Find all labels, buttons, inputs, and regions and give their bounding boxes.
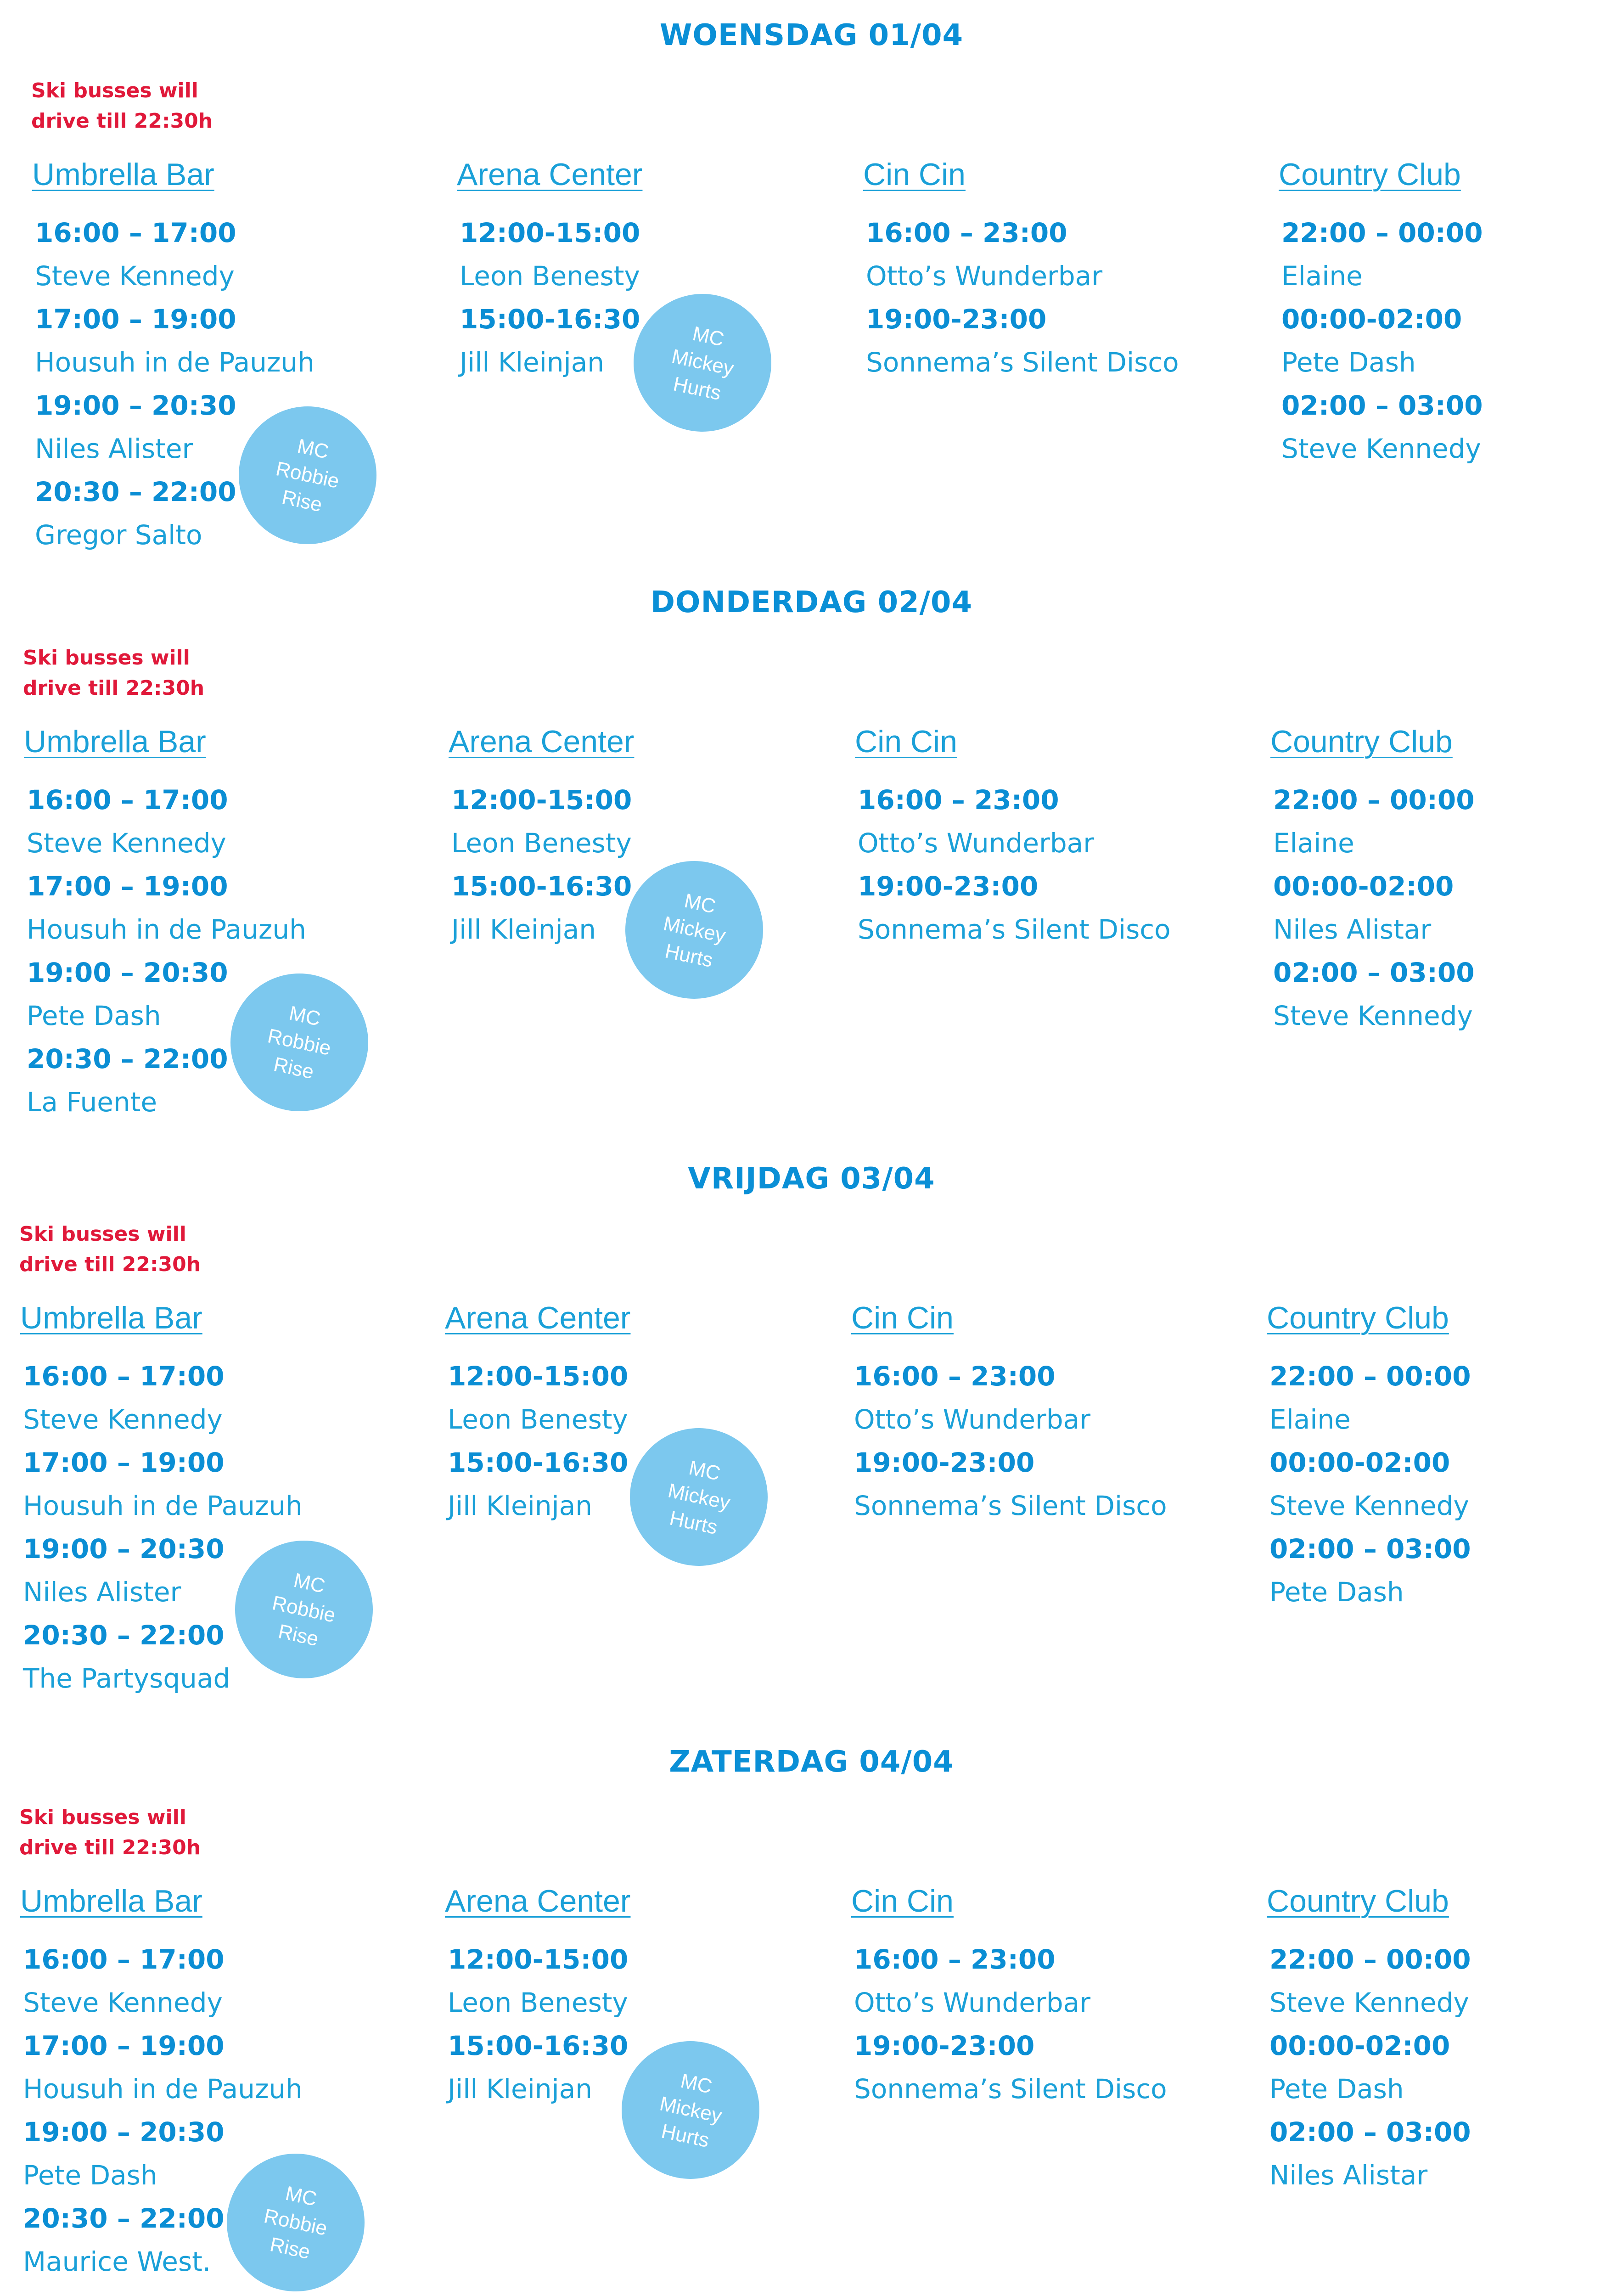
slot-act: Pete Dash — [1269, 1576, 1404, 1608]
time-slot — [1269, 1938, 1471, 2024]
slot-act: Housuh in de Pauzuh — [27, 914, 306, 945]
time-slot — [23, 1938, 303, 2024]
venue-name-link[interactable]: Umbrella Bar — [24, 724, 206, 759]
slot-time: 16:00 – 23:00 — [854, 1361, 1056, 1392]
mc-badge-text: MC Mickey Hurts — [666, 1456, 732, 1539]
venue-name-link[interactable]: Cin Cin — [855, 724, 957, 759]
slot-time: 20:30 – 22:00 — [23, 1620, 225, 1651]
slot-time: 22:00 – 00:00 — [1281, 217, 1483, 248]
mc-badge-text: MC Robbie Rise — [274, 434, 342, 517]
time-slot — [451, 865, 634, 951]
time-slot — [1273, 951, 1475, 1037]
slot-time: 00:00-02:00 — [1281, 304, 1462, 335]
slot-time: 22:00 – 00:00 — [1269, 1944, 1471, 1975]
slot-time: 19:00-23:00 — [866, 304, 1047, 335]
time-slot — [460, 298, 642, 384]
day-title: VRIJDAG 03/04 — [688, 1162, 935, 1196]
slot-time: 16:00 – 17:00 — [35, 217, 236, 248]
time-slot — [1269, 2024, 1471, 2110]
slot-time: 00:00-02:00 — [1273, 871, 1454, 902]
slot-act: Housuh in de Pauzuh — [23, 1490, 303, 1521]
slot-act: Jill Kleinjan — [448, 2073, 593, 2105]
slot-time: 16:00 – 23:00 — [866, 217, 1067, 248]
slot-act: Housuh in de Pauzuh — [23, 2073, 303, 2105]
mc-robbie-rise-badge — [235, 1541, 373, 1678]
venue-name-link[interactable]: Country Club — [1279, 157, 1461, 192]
time-slot — [460, 211, 642, 298]
slot-act: Steve Kennedy — [1273, 1000, 1473, 1031]
slot-act: Pete Dash — [1281, 347, 1416, 378]
slot-act: Otto’s Wunderbar — [854, 1987, 1091, 2018]
mc-mickey-hurts-badge — [625, 861, 763, 999]
slot-time: 00:00-02:00 — [1269, 1447, 1450, 1478]
slot-act: Pete Dash — [23, 2160, 157, 2191]
slot-act: Elaine — [1281, 260, 1363, 292]
slot-time: 12:00-15:00 — [460, 217, 640, 248]
slot-time: 19:00 – 20:30 — [27, 957, 228, 988]
slot-act: Sonnema’s Silent Disco — [866, 347, 1179, 378]
time-slot — [35, 211, 314, 298]
venue-column — [1279, 156, 1483, 470]
slot-act: Steve Kennedy — [1269, 1490, 1469, 1521]
slot-act: Steve Kennedy — [35, 260, 235, 292]
venue-name-link[interactable]: Country Club — [1270, 724, 1453, 759]
time-slot — [1273, 778, 1475, 865]
time-slot — [858, 865, 1171, 951]
slot-time: 16:00 – 23:00 — [854, 1944, 1056, 1975]
time-slot — [35, 298, 314, 384]
time-slot — [1269, 2110, 1471, 2197]
slot-time: 02:00 – 03:00 — [1269, 1533, 1471, 1564]
slot-act: Niles Alistar — [1273, 914, 1432, 945]
mc-mickey-hurts-badge — [630, 1428, 768, 1566]
slot-act: Steve Kennedy — [1281, 433, 1481, 464]
mc-robbie-rise-badge — [230, 974, 368, 1111]
time-slot — [1281, 298, 1483, 384]
time-slot — [23, 1441, 303, 1527]
slot-time: 19:00-23:00 — [854, 1447, 1035, 1478]
slot-act: Pete Dash — [1269, 2073, 1404, 2105]
slot-time: 02:00 – 03:00 — [1281, 390, 1483, 421]
slot-time: 20:30 – 22:00 — [35, 476, 236, 507]
slot-time: 12:00-15:00 — [448, 1361, 629, 1392]
slot-act: La Fuente — [27, 1086, 157, 1118]
slot-act: Otto’s Wunderbar — [858, 827, 1095, 859]
slot-time: 19:00 – 20:30 — [23, 2116, 225, 2148]
mc-badge-text: MC Robbie Rise — [270, 1569, 338, 1651]
venue-name-link[interactable]: Arena Center — [449, 724, 635, 759]
mc-mickey-hurts-badge — [634, 294, 771, 432]
slot-act: Jill Kleinjan — [448, 1490, 593, 1521]
slot-act: Elaine — [1273, 827, 1354, 859]
day-title: DONDERDAG 02/04 — [650, 585, 973, 619]
day-title: WOENSDAG 01/04 — [659, 18, 964, 52]
time-slot — [27, 778, 306, 865]
slot-act: Sonnema’s Silent Disco — [854, 2073, 1167, 2105]
slot-time: 19:00-23:00 — [858, 871, 1039, 902]
slot-time: 16:00 – 23:00 — [858, 784, 1059, 816]
venue-column — [851, 1300, 1167, 1527]
slot-act: Leon Benesty — [451, 827, 632, 859]
time-slot — [448, 1938, 630, 2024]
time-slot — [27, 865, 306, 951]
slot-time: 17:00 – 19:00 — [35, 304, 236, 335]
mc-badge-text: MC Mickey Hurts — [657, 2069, 724, 2152]
slot-time: 17:00 – 19:00 — [23, 2030, 225, 2061]
venue-name-link[interactable]: Umbrella Bar — [32, 157, 214, 192]
slot-act: Sonnema’s Silent Disco — [858, 914, 1171, 945]
slot-act: Pete Dash — [27, 1000, 161, 1031]
day-section — [0, 18, 1623, 569]
venue-column — [863, 156, 1179, 384]
time-slot — [1281, 384, 1483, 470]
slot-act: Jill Kleinjan — [451, 914, 596, 945]
venue-column — [445, 1883, 630, 2110]
slot-act: Otto’s Wunderbar — [866, 260, 1103, 292]
slot-act: Leon Benesty — [448, 1987, 628, 2018]
slot-time: 12:00-15:00 — [451, 784, 632, 816]
slot-time: 02:00 – 03:00 — [1269, 2116, 1471, 2148]
slot-time: 16:00 – 17:00 — [23, 1944, 225, 1975]
slot-act: Housuh in de Pauzuh — [35, 347, 314, 378]
slot-act: Steve Kennedy — [27, 827, 226, 859]
venue-name-link[interactable]: Arena Center — [457, 157, 643, 192]
time-slot — [866, 211, 1179, 298]
venue-column — [1267, 1300, 1471, 1614]
venue-name-link[interactable]: Country Club — [1267, 1884, 1449, 1919]
slot-act: Gregor Salto — [35, 519, 202, 551]
time-slot — [1269, 1355, 1471, 1441]
bus-notice: Ski busses will drive till 22:30h — [19, 1222, 201, 1276]
slot-act: Sonnema’s Silent Disco — [854, 1490, 1167, 1521]
bus-notice: Ski busses will drive till 22:30h — [31, 79, 213, 133]
slot-time: 22:00 – 00:00 — [1269, 1361, 1471, 1392]
time-slot — [1281, 211, 1483, 298]
venue-column — [1267, 1883, 1471, 2197]
time-slot — [854, 1355, 1167, 1441]
bus-notice: Ski busses will drive till 22:30h — [19, 1806, 201, 1859]
time-slot — [23, 1355, 303, 1441]
mc-robbie-rise-badge — [239, 406, 376, 544]
slot-act: Jill Kleinjan — [460, 347, 605, 378]
mc-badge-text: MC Robbie Rise — [262, 2182, 330, 2264]
slot-time: 20:30 – 22:00 — [27, 1043, 228, 1075]
slot-time: 15:00-16:30 — [451, 871, 632, 902]
time-slot — [448, 1355, 630, 1441]
venue-column — [449, 723, 634, 951]
day-section — [0, 1162, 1623, 1713]
venue-name-link[interactable]: Arena Center — [445, 1884, 631, 1919]
time-slot — [448, 1441, 630, 1527]
slot-act: Leon Benesty — [460, 260, 640, 292]
venue-name-link[interactable]: Cin Cin — [851, 1300, 954, 1335]
slot-act: Niles Alister — [23, 1576, 181, 1608]
venue-name-link[interactable]: Country Club — [1267, 1300, 1449, 1335]
slot-act: Elaine — [1269, 1404, 1351, 1435]
slot-time: 16:00 – 17:00 — [23, 1361, 225, 1392]
venue-name-link[interactable]: Umbrella Bar — [20, 1300, 202, 1335]
slot-time: 22:00 – 00:00 — [1273, 784, 1475, 816]
venue-column — [457, 156, 642, 384]
venue-name-link[interactable]: Umbrella Bar — [20, 1884, 202, 1919]
time-slot — [854, 1441, 1167, 1527]
day-section — [0, 585, 1623, 1137]
mc-mickey-hurts-badge — [622, 2041, 759, 2179]
mc-badge-text: MC Robbie Rise — [265, 1002, 333, 1084]
slot-time: 17:00 – 19:00 — [27, 871, 228, 902]
time-slot — [1269, 1527, 1471, 1614]
slot-time: 15:00-16:30 — [460, 304, 640, 335]
mc-badge-text: MC Mickey Hurts — [669, 322, 736, 405]
mc-badge-text: MC Mickey Hurts — [661, 889, 728, 972]
time-slot — [858, 778, 1171, 865]
slot-time: 15:00-16:30 — [448, 1447, 629, 1478]
slot-time: 19:00 – 20:30 — [35, 390, 236, 421]
slot-time: 15:00-16:30 — [448, 2030, 629, 2061]
venue-column — [851, 1883, 1167, 2110]
slot-act: Niles Alister — [35, 433, 193, 464]
day-section — [0, 1745, 1623, 2296]
venue-name-link[interactable]: Arena Center — [445, 1300, 631, 1335]
time-slot — [866, 298, 1179, 384]
time-slot — [854, 1938, 1167, 2024]
venue-name-link[interactable]: Cin Cin — [851, 1884, 954, 1919]
time-slot — [1269, 1441, 1471, 1527]
time-slot — [854, 2024, 1167, 2110]
slot-act: Otto’s Wunderbar — [854, 1404, 1091, 1435]
venue-column — [1270, 723, 1475, 1037]
slot-time: 19:00-23:00 — [854, 2030, 1035, 2061]
slot-act: The Partysquad — [23, 1663, 230, 1694]
time-slot — [23, 2024, 303, 2110]
slot-time: 16:00 – 17:00 — [27, 784, 228, 816]
slot-time: 12:00-15:00 — [448, 1944, 629, 1975]
slot-act: Steve Kennedy — [1269, 1987, 1469, 2018]
slot-act: Niles Alistar — [1269, 2160, 1428, 2191]
slot-time: 19:00 – 20:30 — [23, 1533, 225, 1564]
slot-time: 00:00-02:00 — [1269, 2030, 1450, 2061]
time-slot — [451, 778, 634, 865]
mc-robbie-rise-badge — [227, 2154, 365, 2291]
time-slot — [1273, 865, 1475, 951]
slot-act: Steve Kennedy — [23, 1404, 223, 1435]
bus-notice: Ski busses will drive till 22:30h — [23, 646, 205, 700]
slot-time: 20:30 – 22:00 — [23, 2203, 225, 2234]
day-title: ZATERDAG 04/04 — [669, 1745, 954, 1779]
slot-act: Maurice West. — [23, 2246, 211, 2277]
slot-time: 17:00 – 19:00 — [23, 1447, 225, 1478]
slot-act: Steve Kennedy — [23, 1987, 223, 2018]
venue-column — [855, 723, 1171, 951]
time-slot — [448, 2024, 630, 2110]
venue-column — [445, 1300, 630, 1527]
slot-time: 02:00 – 03:00 — [1273, 957, 1475, 988]
slot-act: Leon Benesty — [448, 1404, 628, 1435]
venue-name-link[interactable]: Cin Cin — [863, 157, 966, 192]
